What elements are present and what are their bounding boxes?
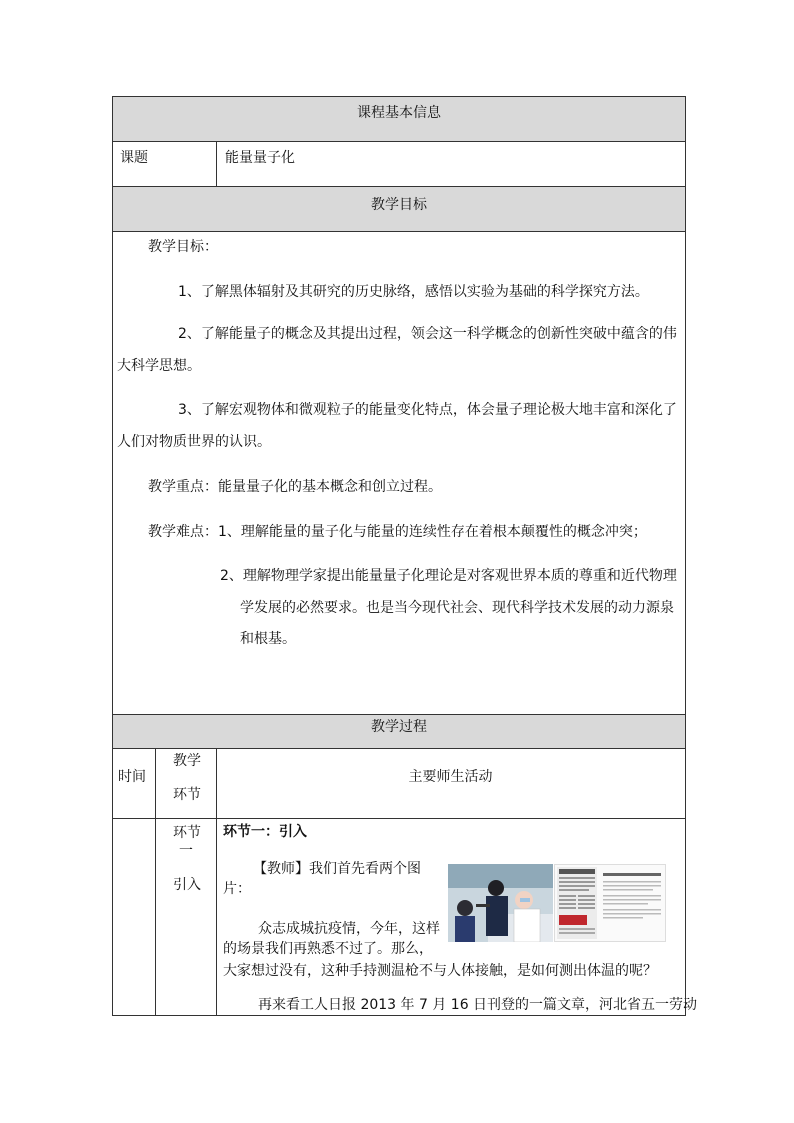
col-stage: 教学 [173,753,201,769]
section-header-process [113,715,685,749]
newspaper-clipping [554,864,666,942]
goals-intro: 教学目标： [148,239,218,255]
difficulty-1: 教学难点：1、理解能量的量子化与能量的连续性存在着根本颠覆性的概念冲突； [148,524,647,540]
stage-label: 环节 [173,825,201,841]
process-header-row [113,749,685,819]
lesson-plan-table [112,96,698,1016]
difficulty-2: 2、理解物理学家提出能量量子化理论是对客观世界本质的尊重和近代物理 [220,568,677,584]
teacher-line: 【教师】我们首先看两个图 [253,861,421,877]
goal-item-3-cont: 人们对物质世界的认识。 [117,434,271,450]
section-title: 课程基本信息 [357,105,441,121]
divider [155,749,156,818]
goal-item-3: 3、了解宏观物体和微观粒子的能量变化特点，体会量子理论极大地丰富和深化了 [178,402,677,418]
newspaper-clipping-image [555,865,665,941]
section-header-basic-info [113,97,685,142]
goals-body [113,232,685,715]
goal-item-1: 1、了解黑体辐射及其研究的历史脉络，感悟以实验为基础的科学探究方法。 [178,284,649,300]
paragraph-line: 再来看工人日报 2013 年 7 月 16 日刊登的一篇文章，河北省五一劳动 [258,997,698,1013]
divider [216,142,217,186]
process-row-1 [113,819,698,1015]
key-point: 教学重点：能量量子化的基本概念和创立过程。 [148,479,442,495]
paragraph-line: 大家想过没有，这种手持测温枪不与人体接触，是如何测出体温的呢？ [223,963,657,979]
goal-item-2-cont: 大科学思想。 [117,358,201,374]
col-main-activities: 主要师生活动 [408,769,493,785]
section-title: 教学过程 [371,719,427,735]
stage-label: 引入 [173,877,201,893]
paragraph-line: 众志成城抗疫情，今年，这样 [258,921,440,937]
teacher-line: 片： [223,881,251,897]
paragraph-line: 的场景我们再熟悉不过了。那么， [223,941,433,957]
difficulty-2-cont: 学发展的必然要求。也是当今现代社会、现代科学技术发展的动力源泉 [240,600,674,616]
section-title: 教学目标 [371,197,427,213]
goal-item-2: 2、了解能量子的概念及其提出过程，领会这一科学概念的创新性突破中蕴含的伟 [178,326,677,342]
col-stage: 环节 [173,787,201,803]
section-header-goals [113,187,685,232]
col-time: 时间 [118,769,146,785]
thermometer-photo [448,864,553,942]
stage-title: 环节一：引入 [223,824,307,840]
topic-label: 课题 [120,150,148,166]
difficulty-2-cont: 和根基。 [240,631,296,647]
thermometer-photo-image [448,864,553,942]
topic-value: 能量量子化 [225,150,295,166]
topic-row [113,142,685,187]
divider [155,819,156,1015]
stage-label: 一 [179,843,193,859]
divider [216,819,217,1015]
